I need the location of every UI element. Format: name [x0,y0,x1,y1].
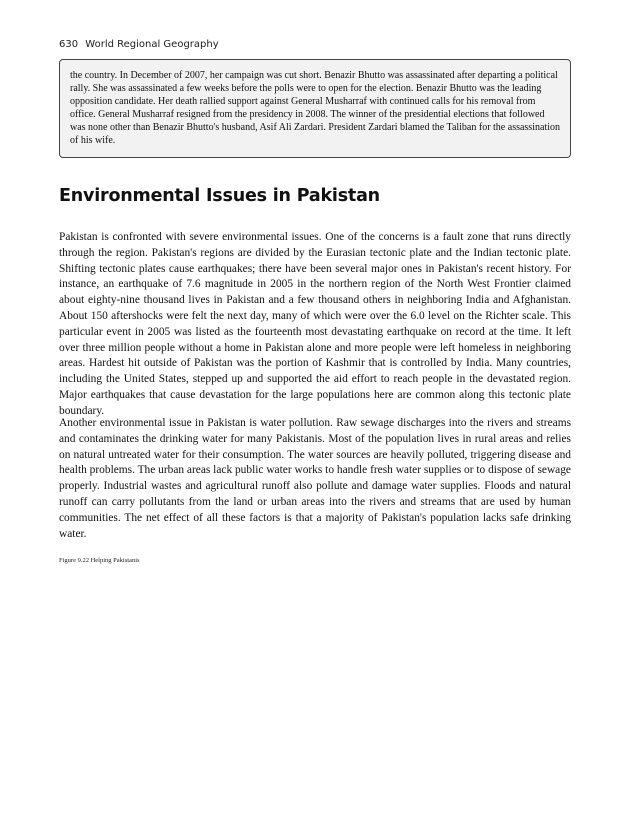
book-title: World Regional Geography [85,39,219,50]
body-paragraph: Another environmental issue in Pakistan is water pollution. Raw sewage discharges into the rivers and streams and contaminates the drinking water for many Pakistanis. Most of the population lives in rural areas and relies on natural untreated water for their consumption. The water sources are heavily polluted, triggering disease and health problems. The urban areas lack public water works to handle fresh water supplies or to dispose of sewage properly. Industrial wastes and agricultural runoff also pollute and damage water supplies. Floods and natural runoff can carry pollutants from the land or urban areas into the rivers and streams that are used by human communities. The net effect of all these factors is that a majority of Pakistan's population lacks safe drinking water. [59,417,571,540]
figure-caption: Figure 9.22 Helping Pakistanis [59,557,140,564]
callout-box [59,59,571,158]
body-paragraph: Pakistan is confronted with severe environmental issues. One of the concerns is a fault zone that runs directly through the region. Pakistan's regions are divided by the Eurasian tectonic plate and the Indian tectonic plate. Shifting tectonic plates cause earthquakes; there have been several major ones in Pakistan's recent history. For instance, an earthquake of 7.6 magnitude in 2005 in the northern region of the North West Frontier claimed about eighty-nine thousand lives in Pakistan and a few thousand others in neighboring India and Afghanistan. About 150 aftershocks were felt the next day, many of which were over the 6.0 level on the Richter scale. This particular event in 2005 was listed as the fourteenth most devastating earthquake on record at the time. It left over three million people without a home in Pakistan alone and more people were left homeless in neighboring areas. Hardest hit outside of Pakistan was the portion of Kashmir that is controlled by India. Many countries, including the United States, stepped up and supported the aid effort to reach people in the devastated region. Major earthquakes that cause devastation for the large populations here are common along this tectonic plate boundary. [59,231,571,417]
callout-text: the country. In December of 2007, her campaign was cut short. Benazir Bhutto was assassinated after departing a political rally. She was assassinated a few weeks before the polls were to open for the election. Benazir Bhutto was the leading opposition candidate. Her death rallied support against General Musharraf with continued calls for his removal from office. General Musharraf resigned from the presidency in 2008. The winner of the presidential elections that followed was none other than Benazir Bhutto's husband, Asif Ali Zardari. President Zardari blamed the Taliban for the assassination of his wife. [70,70,560,146]
section-heading: Environmental Issues in Pakistan [59,186,380,206]
running-header [59,39,219,50]
page-number: 630 [59,39,79,50]
